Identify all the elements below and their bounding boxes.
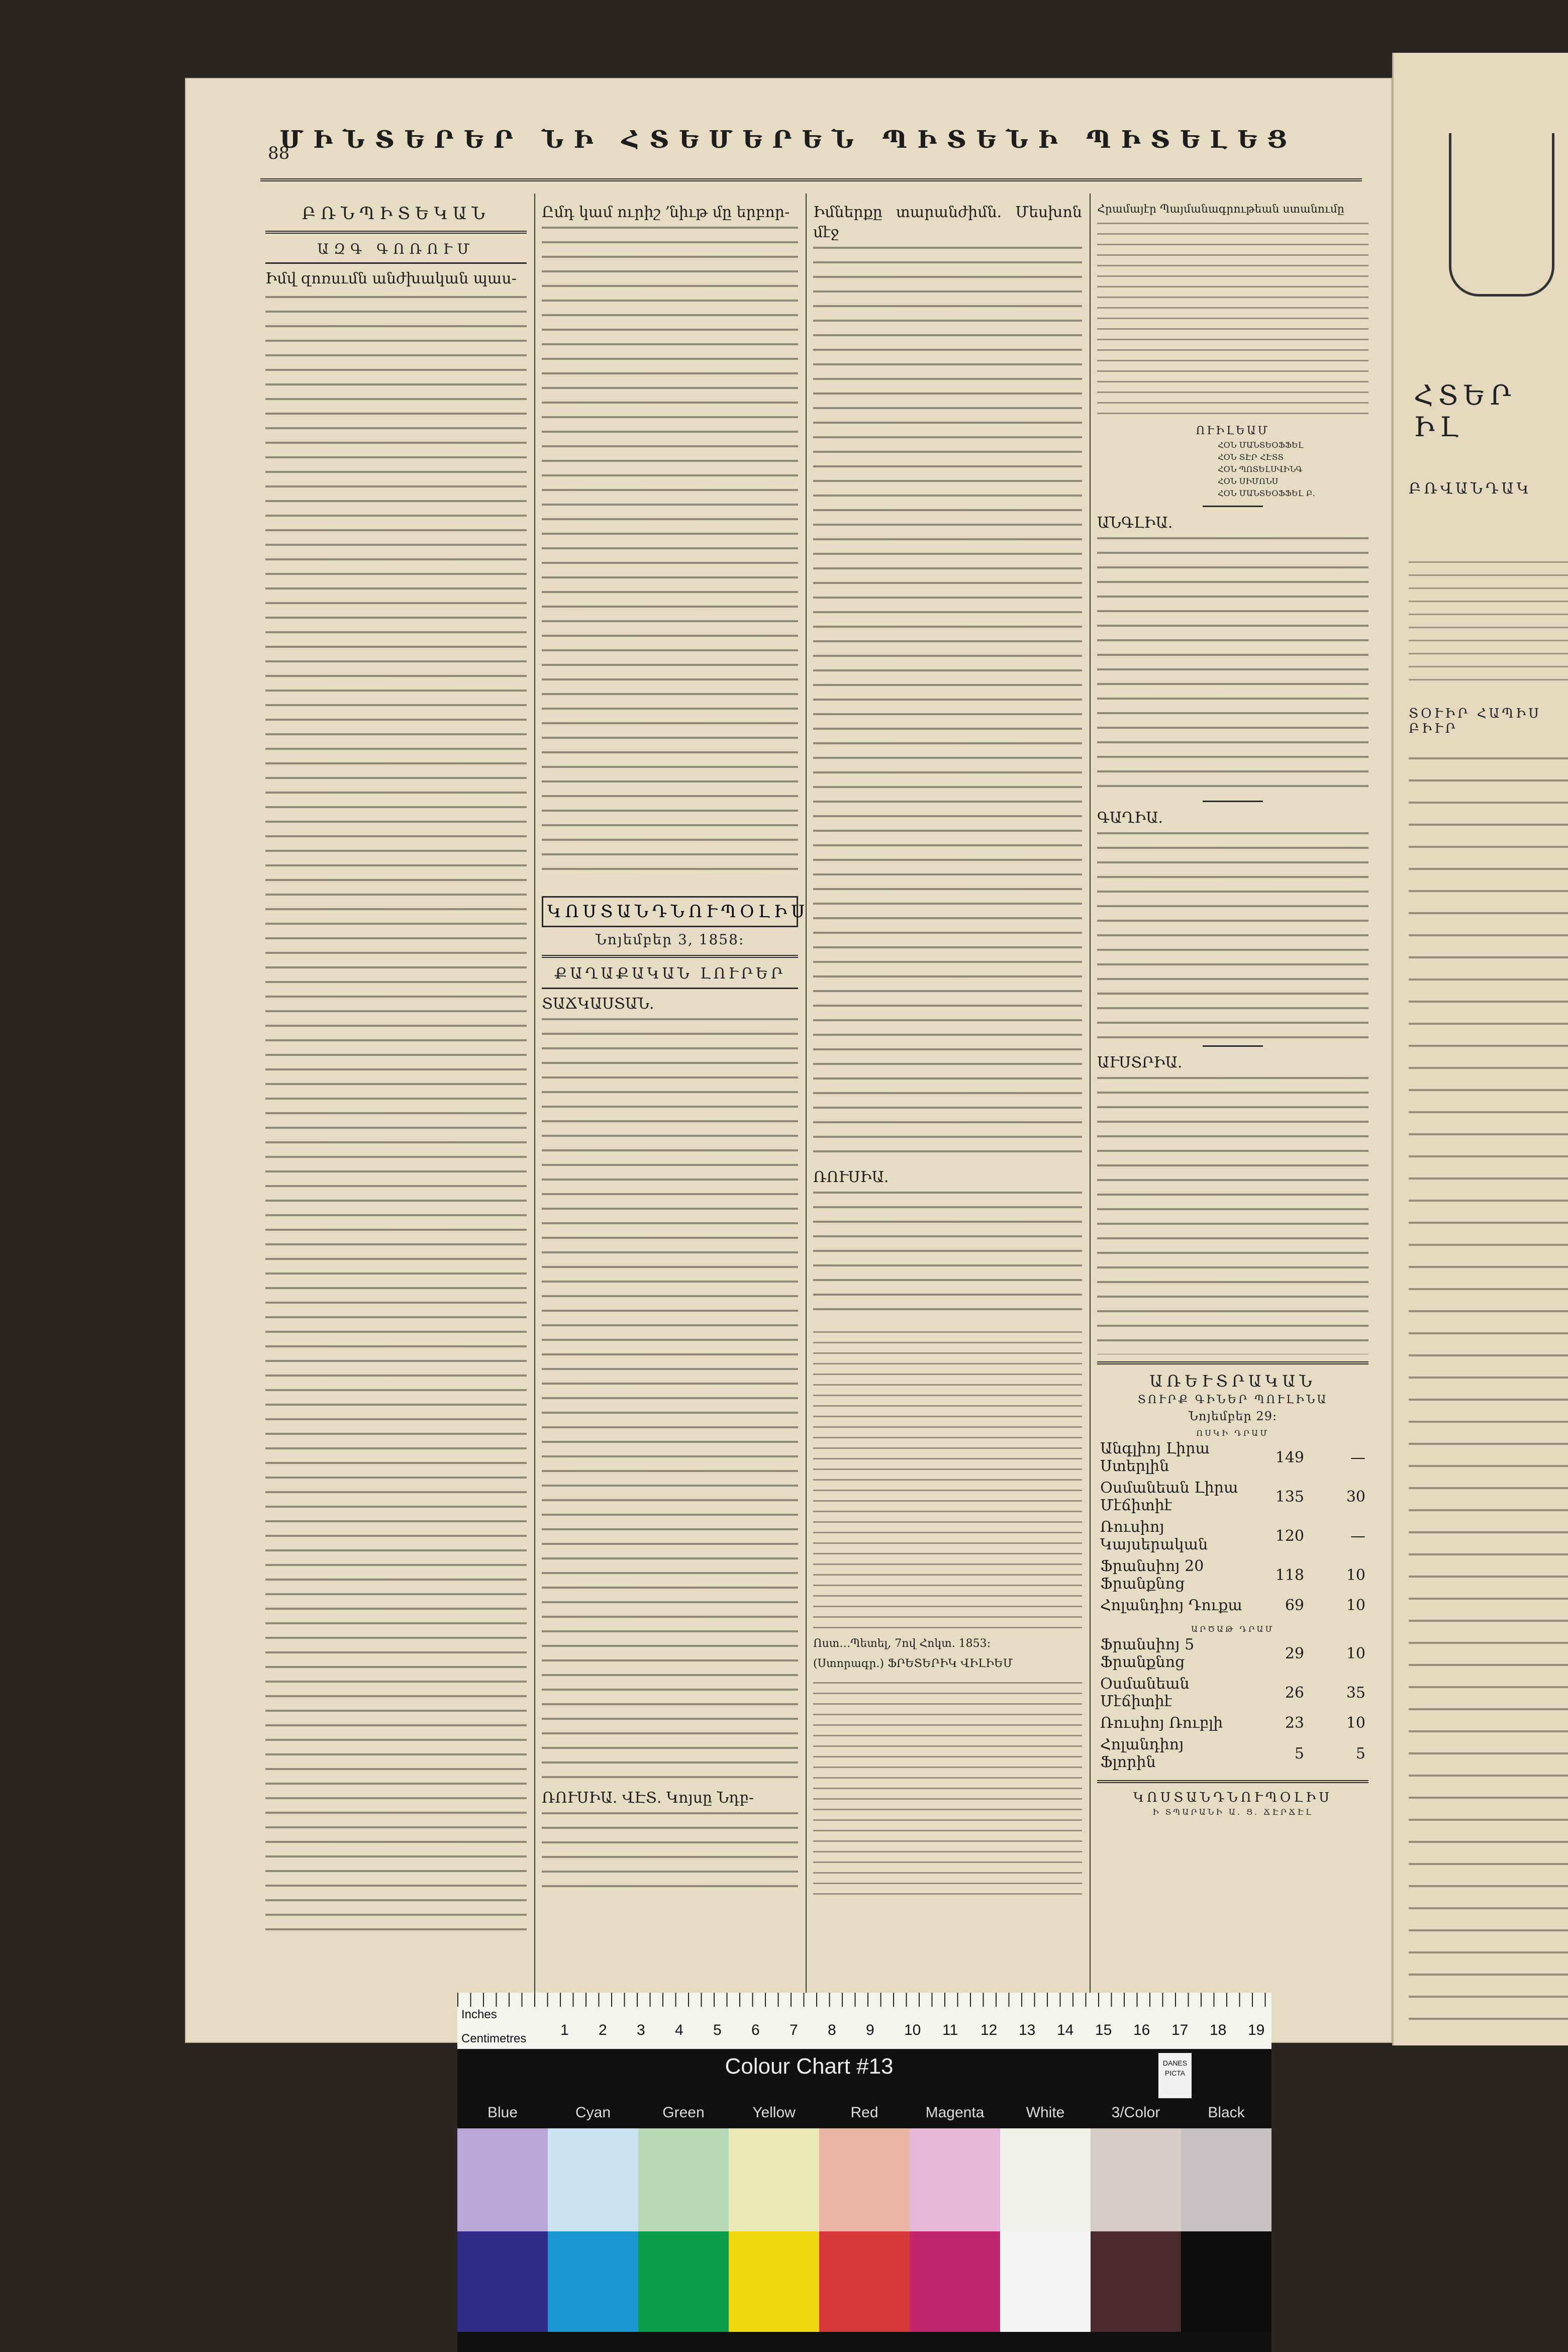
chart-logo: DANES PICTA [1158, 2053, 1192, 2098]
table-row [1097, 1712, 1368, 1734]
colour-patch-dark [729, 2231, 819, 2332]
price-fraction: 10 [1346, 1644, 1365, 1662]
article-body [265, 292, 527, 1935]
news-body [813, 1188, 1082, 1318]
dateline-city: ԿՈՍՏԱՆԴՆՈՒՊՕԼԻՍ [547, 902, 809, 922]
news-subhead: ԱՆԳԼԻԱ. [1097, 514, 1173, 532]
price-fraction: 10 [1346, 1714, 1365, 1732]
colour-patch-dark [819, 2231, 910, 2332]
commerce-rule [1097, 1361, 1368, 1364]
table-row [1097, 1516, 1368, 1555]
article-body [813, 243, 1082, 1162]
table-row [1097, 1438, 1368, 1477]
separator [1203, 801, 1263, 802]
news-section-title: ՔԱՂԱՔԱԿԱՆ ԼՈՒՐԵՐ [554, 965, 786, 983]
table-row [1097, 1734, 1368, 1773]
price-value: 135 [1275, 1488, 1304, 1506]
subsection-rule [265, 262, 527, 264]
quote-date: Ոստ…Պետել, 7ով Հոկտ. 1853։ [813, 1637, 991, 1650]
signatory-list [1097, 439, 1368, 500]
ruler-number: 12 [981, 2022, 998, 2038]
signatory-name: ՈՒԻԼԵԱՄ [1196, 425, 1270, 437]
ruler [457, 1993, 1271, 2049]
patch-label: Cyan [575, 2104, 611, 2121]
column-divider [806, 193, 807, 2003]
ruler-number: 6 [751, 2022, 760, 2038]
signatory: ՀՕՆ ՊՈՏԵԼՍՎԻՆԳ [1218, 464, 1303, 474]
ruler-number: 11 [942, 2022, 958, 2038]
quote-signature: (Ստորագր.) ՖՐԵՏԵՐԻԿ ՎԻԼԻԵՄ [813, 1657, 1013, 1670]
price-item: Ֆրանսիոյ 20 Ֆրանքնոց [1100, 1557, 1204, 1593]
newspaper-page [185, 78, 1392, 2043]
colour-patch-light [638, 2128, 729, 2231]
table-row [1097, 1555, 1368, 1595]
masthead [185, 78, 1392, 178]
patch-label: Yellow [752, 2104, 796, 2121]
colour-patch-dark [638, 2231, 729, 2332]
price-fraction: — [1350, 1527, 1365, 1545]
patch-label: Black [1208, 2104, 1245, 2121]
printer-name: Ի ՏՊԱՐԱՆԻ Ա. Ց. ՃԷՐՃԷԼ [1152, 1807, 1313, 1817]
ruler-number: 19 [1248, 2022, 1265, 2038]
article-opening: Ըմդ կամ ուրիշ ՚նիւթ մը երբոր- [542, 204, 790, 221]
colour-patch-light [729, 2128, 819, 2231]
price-fraction: — [1350, 1448, 1365, 1466]
price-item: Օսմանեան Մէճիտիէ [1100, 1675, 1190, 1710]
table-row [1097, 1634, 1368, 1673]
news-subhead: ՌՈՒՍԻԱ. ՎԷՏ. Կոյսը Նդբ- [542, 1789, 754, 1807]
separator [1203, 1045, 1263, 1047]
table-row [1097, 1595, 1368, 1616]
news-body [1097, 1073, 1368, 1354]
price-item: Ռուսիոյ Կայսերական [1100, 1518, 1208, 1553]
small-print-block [1097, 220, 1368, 421]
ruler-number: 7 [790, 2022, 798, 2038]
ruler-number: 17 [1171, 2022, 1189, 2038]
ruler-number: 9 [866, 2022, 874, 2038]
price-value: 23 [1285, 1714, 1304, 1732]
price-fraction: 10 [1346, 1566, 1365, 1584]
price-table-gold [1097, 1438, 1368, 1616]
news-body [1097, 828, 1368, 1039]
price-item: Ֆրանսիոյ 5 Ֆրանքնոց [1100, 1636, 1195, 1671]
ruler-number: 14 [1057, 2022, 1074, 2038]
signatory: ՀՕՆ ՍԻՄՈՆՍ [1218, 476, 1279, 486]
price-value: 69 [1285, 1597, 1304, 1614]
colour-patch-dark [1091, 2231, 1181, 2332]
separator [1203, 506, 1263, 507]
price-fraction: 5 [1355, 1744, 1365, 1762]
ruler-number: 8 [828, 2022, 836, 2038]
colour-patch-light [819, 2128, 910, 2231]
ruler-number: 5 [713, 2022, 722, 2038]
commerce-title: ԱՌԵՒՏՐԱԿԱՆ [1149, 1371, 1316, 1391]
masthead-title: ՄԻՆՏԵՐԵՐ ՆԻ ՀՏԵՄԵՐԵՆ ՊԻՏԵՆԻ ՊԻՏԵԼԵՑ [279, 126, 1298, 154]
table-row [1097, 1673, 1368, 1712]
news-subhead: ՏԱՃԿԱՍՏԱՆ. [542, 995, 654, 1013]
ruler-number: 18 [1210, 2022, 1227, 2038]
article-opening: Իմներքը տարանժիմն. Մեսխոն մէջ [813, 204, 1082, 241]
adjacent-section: ԲՌՎԱՆԴԱԿ [1409, 480, 1532, 498]
price-value: 26 [1285, 1684, 1304, 1702]
price-table-silver [1097, 1634, 1368, 1773]
price-fraction: 35 [1346, 1684, 1365, 1702]
small-print-block [813, 1679, 1082, 1895]
news-section-rule [542, 988, 798, 989]
patch-label: Green [662, 2104, 705, 2121]
patch-label: White [1026, 2104, 1065, 2121]
news-subhead: ԳԱՂԻԱ. [1097, 809, 1163, 827]
article-opening: Իմվ զոռսւմն անժխական պաս- [265, 270, 517, 287]
price-item: Օսմանեան Լիրա Մէճիտիէ [1100, 1479, 1238, 1514]
news-subhead: ՌՈՒՍԻԱ. [813, 1168, 889, 1186]
price-fraction: 10 [1346, 1597, 1365, 1614]
column-4 [1097, 193, 1368, 2023]
adjacent-page [1392, 53, 1568, 2045]
ruler-inches-label: Inches [461, 2008, 497, 2021]
ruler-number: 3 [637, 2022, 645, 2038]
colour-patch-light [1181, 2128, 1271, 2231]
signatory: ՀՕՆ ՏԷՐ ՀԷՏՏ [1218, 452, 1284, 462]
commerce-date: Նոյեմբեր 29։ [1188, 1409, 1278, 1423]
colour-patch-light [548, 2128, 638, 2231]
small-print-block [813, 1328, 1082, 1630]
adjacent-text-block [1409, 555, 1568, 681]
column-1 [265, 193, 527, 2023]
footer-rule [1097, 1780, 1368, 1783]
colour-patch-light [1000, 2128, 1091, 2231]
printer-city: ԿՈՍՏԱՆԴՆՈՒՊՕԼԻՍ [1133, 1790, 1333, 1805]
column-divider [1090, 193, 1091, 2003]
price-fraction: 30 [1346, 1488, 1365, 1506]
masthead-rule [260, 178, 1362, 181]
ruler-number: 16 [1133, 2022, 1150, 2038]
colour-patch-dark [1181, 2231, 1271, 2332]
colour-patch-dark [457, 2231, 548, 2332]
colour-patch-light [457, 2128, 548, 2231]
signatory: ՀՕՆ ՄԱՆՏԵՕՖՖԵԼ [1218, 440, 1304, 450]
colour-chart [457, 1993, 1271, 2352]
article-body [542, 223, 798, 881]
ruler-number: 13 [1019, 2022, 1036, 2038]
subsection-title: ԱԶԳ ԳՈՌՈՒՄ [317, 241, 475, 257]
price-value: 118 [1275, 1566, 1304, 1584]
patch-label: Blue [487, 2104, 518, 2121]
patch-label: Red [850, 2104, 878, 2121]
price-value: 29 [1285, 1644, 1304, 1662]
dateline-rule [542, 955, 798, 958]
colour-patch-light [910, 2128, 1000, 2231]
commerce-subtitle: ՏՈՒՐՔ ԳԻՆԵՐ ՊՈՒԼԻՆԱ [1137, 1394, 1328, 1406]
chart-title: Colour Chart #13 [725, 2054, 894, 2079]
signatory: ՀՕՆ ՄԱՆՏԵՕՖՖԵԼ Բ. [1218, 488, 1315, 498]
ruler-number: 10 [904, 2022, 921, 2038]
dateline-date: Նոյեմբեր 3, 1858։ [595, 931, 745, 948]
masthead-ornament [1449, 133, 1554, 297]
price-table-title: ԱՐԾԱԹ ԴՐԱՄ [1191, 1624, 1275, 1634]
colour-patch-dark [1000, 2231, 1091, 2332]
news-body [542, 1808, 798, 1899]
column-3 [813, 193, 1082, 2023]
ruler-number: 4 [675, 2022, 683, 2038]
column-2 [542, 193, 809, 2023]
adjacent-subhead: ՏՕՒԻՐ ՀԱՊԻՍ ԲԻՒՐ [1409, 706, 1542, 736]
price-value: 149 [1275, 1448, 1304, 1466]
colour-patch-dark [910, 2231, 1000, 2332]
price-table-title: ՈՍԿԻ ԴՐԱՄ [1196, 1428, 1269, 1438]
ruler-number: 2 [599, 2022, 607, 2038]
adjacent-heading: ՀՏԵՐ ԻԼ [1414, 379, 1516, 443]
price-value: 5 [1294, 1744, 1304, 1762]
ruler-number: 15 [1095, 2022, 1112, 2038]
dateline-box [542, 896, 809, 927]
patch-label: 3/Color [1111, 2104, 1160, 2121]
price-item: Ռուսիոյ Ռուբլի [1100, 1714, 1223, 1732]
price-item: Անգլիոյ Լիրա Ստերլին [1100, 1440, 1210, 1475]
column-divider [534, 193, 535, 2003]
news-subhead: ԱՒՍՏՐԻԱ. [1097, 1054, 1183, 1071]
news-body [1097, 533, 1368, 795]
adjacent-text-block [1409, 746, 1568, 2030]
ruler-number: 1 [560, 2022, 569, 2038]
ruler-cm-label: Centimetres [461, 2032, 527, 2045]
section-title: ԲՌՆՊԻՏԵԿԱՆ [302, 204, 491, 224]
table-row [1097, 1477, 1368, 1516]
page-number: 88 [268, 143, 290, 163]
price-item: Հոլանդիոյ Ֆլորին [1100, 1736, 1184, 1771]
section-rule [265, 231, 527, 234]
article-opening: Հրամայէր Պայմանագրութեան ստանումը [1097, 203, 1344, 216]
patch-label: Magenta [925, 2104, 985, 2121]
colour-patch-dark [548, 2231, 638, 2332]
news-body [542, 1014, 798, 1783]
price-item: Հոլանդիոյ Դուքա [1100, 1597, 1242, 1614]
colour-patch-light [1091, 2128, 1181, 2231]
price-value: 120 [1275, 1527, 1304, 1545]
